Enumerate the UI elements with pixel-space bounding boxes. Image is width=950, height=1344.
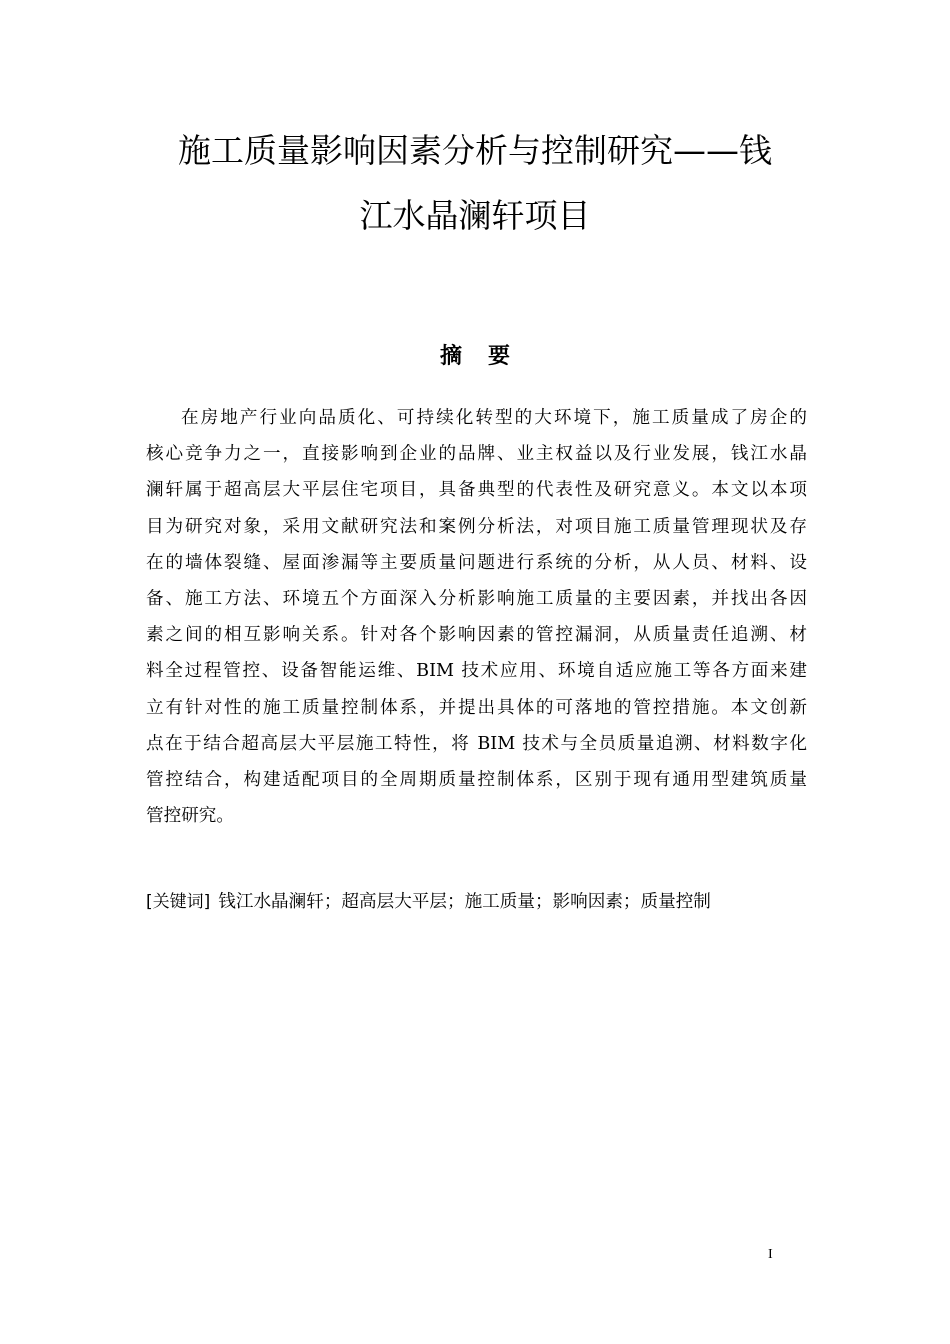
document-title <box>120 118 830 248</box>
keywords <box>146 884 807 920</box>
abstract-body <box>146 400 807 834</box>
abstract-line: 素之间的相互影响关系。针对各个影响因素的管控漏洞，从质量责任追溯、材 <box>146 625 807 646</box>
abstract-line: 在的墙体裂缝、屋面渗漏等主要质量问题进行系统的分析，从人员、材料、设 <box>146 552 807 573</box>
abstract-line: 备、施工方法、环境五个方面深入分析影响施工质量的主要因素，并找出各因 <box>146 588 807 609</box>
abstract-line: 立有针对性的施工质量控制体系，并提出具体的可落地的管控措施。本文创新 <box>146 697 807 718</box>
abstract-line: 在房地产行业向品质化、可持续化转型的大环境下，施工质量成了房企的 <box>181 408 807 428</box>
abstract-line: 澜轩属于超高层大平层住宅项目，具备典型的代表性及研究意义。本文以本项 <box>146 480 807 501</box>
abstract-line: 料全过程管控、设备智能运维、BIM 技术应用、环境自适应施工等各方面来建 <box>146 661 807 682</box>
keywords-text: 钱江水晶澜轩；超高层大平层；施工质量；影响因素；质量控制 <box>218 892 711 912</box>
keywords-label: [关键词] <box>146 892 211 912</box>
abstract-line: 目为研究对象，采用文献研究法和案例分析法，对项目施工质量管理现状及存 <box>146 516 807 537</box>
abstract-heading: 摘要 <box>439 344 536 369</box>
page-number: I <box>768 1247 773 1262</box>
abstract-line: 管控研究。 <box>146 806 234 827</box>
title-line-2: 江水晶澜轩项目 <box>359 196 591 235</box>
title-line-1: 施工质量影响因素分析与控制研究——钱 <box>178 131 772 170</box>
abstract-line: 管控结合，构建适配项目的全周期质量控制体系，区别于现有通用型建筑质量 <box>146 769 807 790</box>
abstract-line: 核心竞争力之一，直接影响到企业的品牌、业主权益以及行业发展，钱江水晶 <box>146 444 807 465</box>
abstract-line: 点在于结合超高层大平层施工特性，将 BIM 技术与全员质量追溯、材料数字化 <box>146 733 807 754</box>
